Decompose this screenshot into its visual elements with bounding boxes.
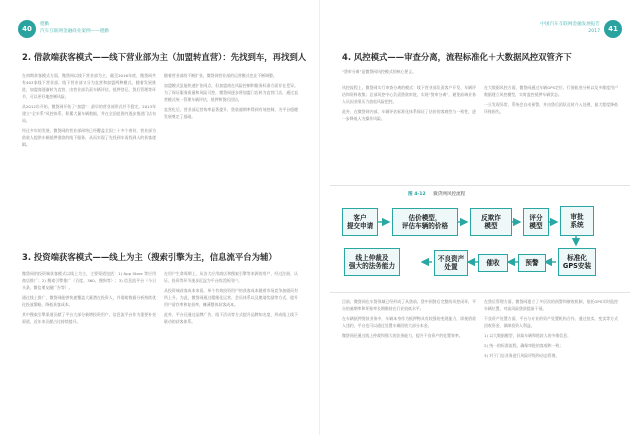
right-running-header xyxy=(540,21,600,35)
list-item: 3) 对于门店业务进行风险评级和动态管理。 xyxy=(484,353,560,358)
paragraph: 此外，平台还通过品牌广告、线下活动等方式提升品牌知名度，形成线上线下联动的获客体系。 xyxy=(164,312,298,324)
paragraph: 其中搜索引擎渠道贡献了平台大部分新增投资用户，信息流平台作为重要补充渠道，近年来贡献占比持续提升。 xyxy=(22,312,156,324)
list-item: 2) 统一的标准流程，确保审批的客观和一致； xyxy=(484,343,564,348)
paragraph: 从2012年开始，微贷网开始了“加盟”：最早的营业部形式并不稳定。2013年建立“全车系”风控体系，积累大量车辆数据，并在全国范围内逐步推进门店布局。 xyxy=(22,104,156,123)
right-page-number: 41 xyxy=(604,20,622,38)
paragraph: 通过线上推广，微贷网能够快速覆盖大量潜在投资人，并借助数据分析持续优化投放策略，降低获客成本。 xyxy=(22,295,156,307)
section-2-col1 xyxy=(22,72,156,240)
paragraph: 在大数据风控方面，微贷网通过车辆GPS定位、行驶轨迹分析以及多维度用户数据建立风控模型，实时监控抵押车辆状态。 xyxy=(484,85,618,97)
paragraph: 在车辆抵押贷款业务中，车辆本身作为抵押物具有较强的变现能力，即使借款人违约，平台也可以通过处置车辆回收大部分本金。 xyxy=(342,316,476,328)
flow-step-npa-disposal: 不良资产 处置 xyxy=(434,250,468,276)
flow-step-valuation: 估价模型， 评估车辆的价格 xyxy=(392,208,458,236)
section-2-title: 2. 借款端获客模式——线下营业部为主（加盟转直营）：先找到车，再找到人 xyxy=(22,52,307,62)
paragraph: 在用户生命周期上，从各大应用商店和搜索引擎等来源的用户，经过注册、认证、投资等环节逐步沉淀为平台的活跃用户。 xyxy=(164,271,298,283)
left-header-title: 汽车互联网金融商业案例——德勤 xyxy=(40,29,109,34)
bottom-col1 xyxy=(342,298,476,420)
bottom-col2 xyxy=(484,298,618,420)
paragraph: 目前，微贷网在车贷领域已经形成了从贷前、贷中到贷后完整的风控闭环，平台的逾期率和坏账率长期维持在行业较低水平。 xyxy=(342,299,476,311)
paragraph: 从投资端获客成本来看，单个有效投资用户的获客成本随着市场竞争加剧而有所上升。为此，微贷网通过精细化运营、会员体系以及邀请奖励等方式，提升用户留存率和复投率，摊薄整体获客成本。 xyxy=(164,288,298,307)
paragraph: 随着营业部的不断扩张，微贷网营业部的运营模式也在不断调整。 xyxy=(164,73,277,78)
paragraph: 此外，在微贷网内部，车辆评估标准化体系保证了估价的客观性与一致性，进一步降低人为操作风险。 xyxy=(342,109,476,121)
flow-step-apply: 客户 提交申请 xyxy=(342,208,378,236)
section-3-col1 xyxy=(22,270,156,418)
flow-step-collection: 催收 xyxy=(478,254,508,272)
flow-step-gps-install: 标准化 GPS安装 xyxy=(558,248,596,276)
paragraph: 经过多年的发展，微贷网的营业部网络已经覆盖全国三十多个省份，营业部为借款人提供车辆抵押借款的线下服务，从而实现了先找到车再找到人的获客逻辑。 xyxy=(22,128,156,147)
flow-step-scoring: 评分 模型 xyxy=(523,208,549,236)
left-running-header xyxy=(40,21,109,35)
figure-title: 微贷网风控流程 xyxy=(433,192,466,197)
section-2-col2 xyxy=(164,72,298,240)
section-4-col2 xyxy=(484,84,618,180)
section-3-title: 3. 投资端获客模式——线上为主（搜索引擎为主，信息流平台为辅） xyxy=(22,252,277,262)
right-header-year: 2017 xyxy=(588,29,600,34)
figure-number: 图 4-12 xyxy=(408,192,426,197)
flow-step-anti-fraud: 反欺诈 模型 xyxy=(470,208,512,236)
section-4-title: 4. 风控模式——审查分离，流程标准化＋大数据风控双管齐下 xyxy=(342,52,572,62)
section-3-col2 xyxy=(164,270,298,418)
flow-step-arbitration: 线上仲裁及 强大的法务能力 xyxy=(344,248,400,276)
paragraph: 微贷网还通过线上仲裁和强大的法务能力，提升不良资产的处置效率。 xyxy=(342,333,463,338)
paragraph: 一旦发现异常，系统会自动预警，并由贷后团队及时介入处理，最大程度降低坏账损失。 xyxy=(484,102,618,114)
paragraph: 微贷网的投资端获客模式以线上为主，主要渠道包括：1) App Store 等应用商店推广；2) 搜索引擎推广（百度、360、搜狗等）；3) 信息流平台（今日头条、微信朋友圈广告等）。 xyxy=(22,271,156,290)
figure-caption xyxy=(408,191,465,197)
left-page-number: 40 xyxy=(18,20,36,38)
paragraph: 风控流程上，微贷网实行审查分离的模式：线下营业部负责客户开发、车辆评估和资料收集；总部风控中心负责贷款审批，实现“贷审分离”，避免前端业务人员因业绩压力放松风险把控。 xyxy=(342,85,476,104)
right-page xyxy=(320,0,640,435)
section-4-col1 xyxy=(342,84,476,180)
right-header-title: 中国汽车互联网金融发展报告 xyxy=(540,22,600,27)
paragraph: 加盟模式虽能快速扩张网点，但加盟商在风险控制和服务标准方面存在差异。为了保证服务质量和风险可控，微贷网逐步将加盟门店转为直营门店，通过直营模式统一管理车辆评估、抵押和贷后回访。 xyxy=(164,83,298,102)
flow-step-approval: 审批 系统 xyxy=(560,206,594,236)
section-4-intro: “贷审分离”是微贷网风控模式的核心要义。 xyxy=(342,69,417,74)
paragraph: 不良资产处置方面，平台与专业的资产处置机构合作，通过拍卖、变卖等方式回收资金，保障投资人利益。 xyxy=(484,316,618,328)
paragraph: 在贷后管理方面，微贷网建立了多层次的预警和催收机制，依托GPS实时监控车辆位置，对高风险贷款提前干预。 xyxy=(484,299,618,311)
paragraph: 直营化后，营业部运营效率显著提升，贷款逾期率得到有效控制，为平台稳健发展奠定了基础。 xyxy=(164,107,298,119)
paragraph: 在初期获客模式方面，微贷网以线下营业部为主，截至2016年底，微贷网共有403家线下营业部，线下营业部又分为直营和加盟两种模式。随着发展推进，加盟商逐渐转为直营，由营业部负责车辆评估、抵押登记、贷后管理等环节，可以更好地控制风险。 xyxy=(22,73,156,99)
left-header-series: 德勤 xyxy=(40,22,50,27)
list-item: 1) 以大数据模型，获取车辆和借款人的多维信息； xyxy=(484,333,571,338)
flow-step-warning: 预警 xyxy=(518,254,546,272)
